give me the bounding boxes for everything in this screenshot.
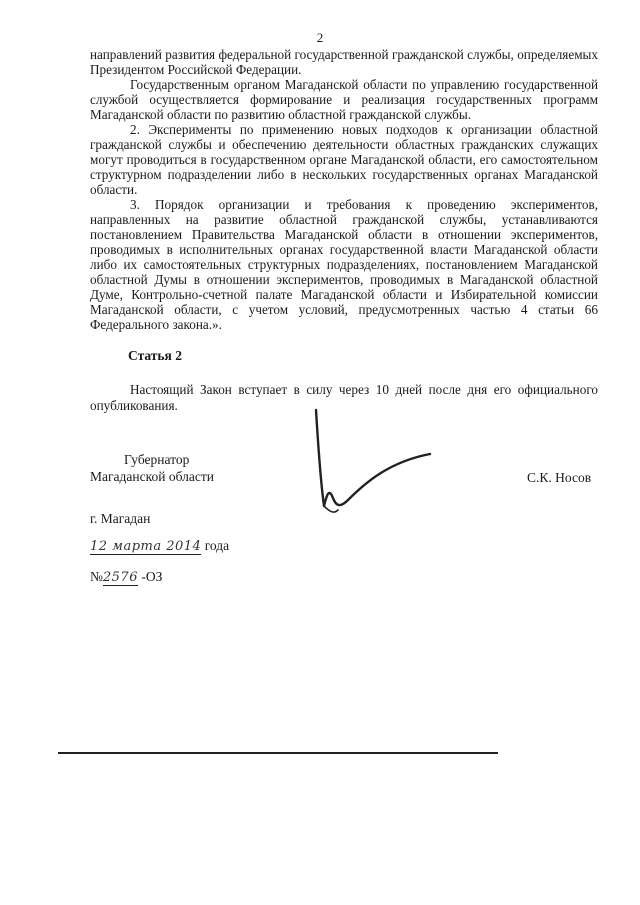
city-line: г. Магадан — [90, 511, 151, 526]
law-body — [90, 47, 598, 332]
law-number-line — [90, 569, 162, 586]
paragraph-state-body: Государственным органом Магаданской области по управлению государственной службой осуществляется формирование и реализация государственных программ Магаданской области по развитию областной гражданской службы. — [90, 77, 598, 122]
date-suffix: года — [204, 538, 230, 553]
handwritten-law-number: 2576 — [102, 570, 138, 585]
bottom-divider — [58, 752, 498, 754]
handwritten-signature — [302, 402, 442, 527]
number-sign: № — [90, 569, 103, 584]
paragraph-continuation: направлений развития федеральной государственной гражданской службы, определяемых Президентом Российской Федерации. — [90, 47, 598, 77]
article-heading: Статья 2 — [128, 348, 182, 363]
paragraph-procedure: 3. Порядок организации и требования к проведению экспериментов, направленных на развитие областной гражданской службы, устанавливаются постановлением Правительства Магаданской области в отношении экспериментов, проводимых в исполнительных органах государственной власти Магаданской области либо их самостоятельных структурных подразделениях, постановлением Магаданской областной Думы в отношении экспериментов, проводимых в Магаданской областной Думе, Контрольно-счетной палате Магаданской области и Избирательной комиссии Магаданской области, с учетом условий, предусмотренных частью 4 статьи 66 Федерального закона.». — [90, 197, 598, 332]
paragraph-experiments: 2. Эксперименты по применению новых подходов к организации областной гражданской службы и обеспечению деятельности областных гражданских служащих могут проводиться в государственном органе Магаданской области, его самостоятельном структурном подразделении либо в нескольких государственных органах Магаданской области. — [90, 122, 598, 197]
signatory-title-line1: Губернатор — [124, 452, 190, 467]
signatory-name: С.К. Носов — [527, 470, 592, 485]
handwritten-date: 12 марта 2014 — [90, 539, 202, 554]
date-line — [90, 538, 229, 555]
page-number: 2 — [316, 30, 324, 45]
signatory-title — [90, 451, 240, 485]
entry-into-force-paragraph: Настоящий Закон вступает в силу через 10 дней после дня его официального опубликования. — [90, 382, 598, 413]
signatory-title-line2: Магаданской области — [90, 469, 214, 484]
law-number-suffix: -ОЗ — [141, 569, 163, 584]
